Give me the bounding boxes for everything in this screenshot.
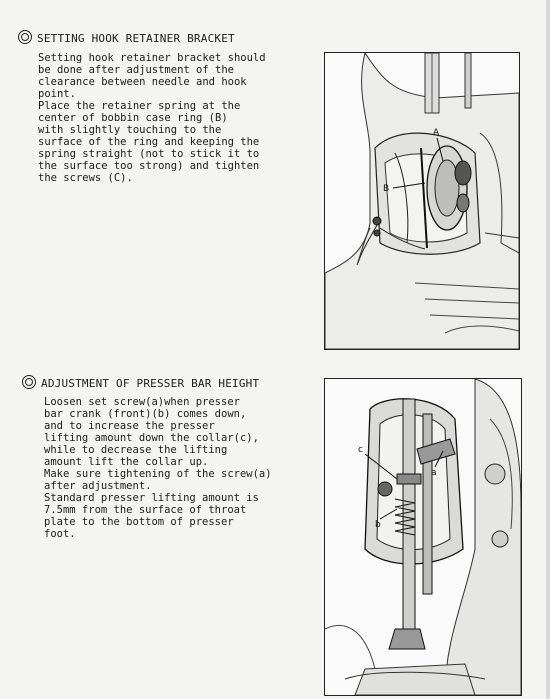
text-line: amount lift the collar up. [44, 456, 209, 468]
presser-bar-figure [324, 378, 522, 696]
figure-label-a: a [431, 468, 437, 478]
section1-heading [18, 30, 235, 45]
text-line: Make sure tightening of the screw(a) [44, 468, 272, 480]
text-line: bar crank (front)(b) comes down, [44, 408, 247, 420]
text-line: Standard presser lifting amount is [44, 492, 259, 504]
text-line: point. [38, 88, 76, 100]
figure-label-b: b [375, 520, 381, 530]
section1-body [38, 52, 266, 184]
figure-label-a: A [433, 128, 440, 138]
text-line: and to increase the presser [44, 420, 215, 432]
hook-retainer-figure [324, 52, 520, 350]
text-line: foot. [44, 528, 76, 540]
figure-label-b: B [383, 184, 390, 194]
text-line: the surface too strong) and tighten [38, 160, 260, 172]
text-line: Place the retainer spring at the [38, 100, 241, 112]
text-line: spring straight (not to stick it to [38, 148, 260, 160]
text-line: while to decrease the lifting [44, 444, 228, 456]
text-line: lifting amount down the collar(c), [44, 432, 259, 444]
section2-heading-text: ADJUSTMENT OF PRESSER BAR HEIGHT [41, 377, 260, 390]
text-line: the screws (C). [38, 172, 133, 184]
section1-heading-text: SETTING HOOK RETAINER BRACKET [37, 32, 235, 45]
text-line: after adjustment. [44, 480, 152, 492]
figure-label-c: c [358, 445, 363, 455]
text-line: surface of the ring and keeping the [38, 136, 260, 148]
text-line: clearance between needle and hook [38, 76, 247, 88]
text-line: be done after adjustment of the [38, 64, 234, 76]
text-line: with slightly touching to the [38, 124, 222, 136]
text-line: Setting hook retainer bracket should [38, 52, 266, 64]
text-line: Loosen set screw(a)when presser [44, 396, 240, 408]
section2-body [44, 396, 272, 540]
presser-bar-illustration [325, 379, 521, 695]
text-line: 7.5mm from the surface of throat [44, 504, 247, 516]
text-line: center of bobbin case ring (B) [38, 112, 228, 124]
bullet-circle-icon [22, 375, 36, 389]
bullet-circle-icon [18, 30, 32, 44]
scan-edge [546, 0, 550, 699]
section2-heading [22, 375, 259, 390]
hook-retainer-illustration [325, 53, 519, 349]
text-line: plate to the bottom of presser [44, 516, 234, 528]
